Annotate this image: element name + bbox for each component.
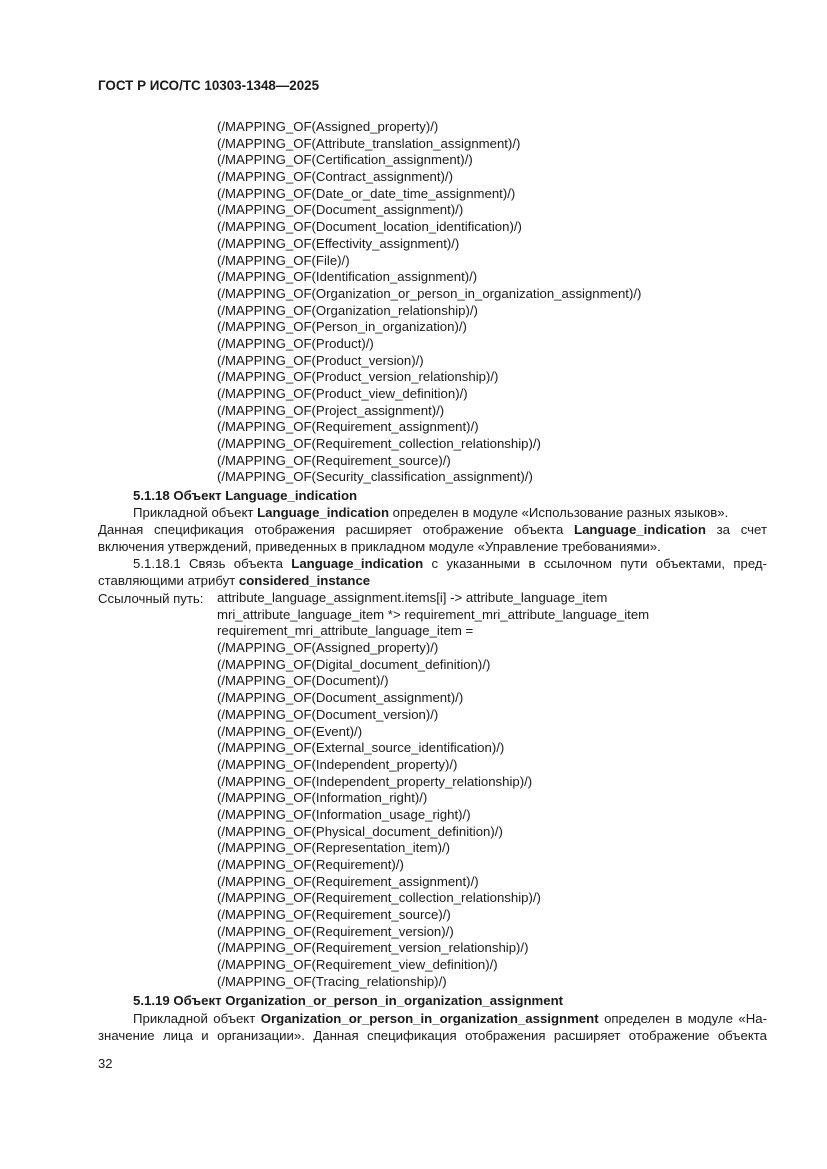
mapping-line: (/MAPPING_OF(Requirement_source)/)	[217, 907, 451, 923]
mapping-line: (/MAPPING_OF(Requirement_assignment)/)	[217, 419, 479, 435]
reference-path-label: Ссылочный путь:	[98, 591, 204, 606]
mapping-line: (/MAPPING_OF(Digital_document_definition)/)	[217, 656, 491, 672]
mapping-line: (/MAPPING_OF(Requirement_view_definition)/)	[217, 957, 498, 973]
mapping-line: (/MAPPING_OF(Date_or_date_time_assignment)/)	[217, 185, 516, 201]
paragraph-line: Данная спецификация отображения расширяет отображение объекта Language_indication за счет	[98, 522, 767, 537]
section-heading: 5.1.18 Объект Language_indication	[133, 488, 358, 503]
mapping-line: requirement_mri_attribute_language_item =	[217, 623, 474, 639]
mapping-line: (/MAPPING_OF(Independent_property)/)	[217, 756, 458, 772]
mapping-line: (/MAPPING_OF(Attribute_translation_assignment)/)	[217, 135, 521, 151]
mapping-line: (/MAPPING_OF(Document_assignment)/)	[217, 690, 464, 706]
mapping-line: (/MAPPING_OF(Requirement_assignment)/)	[217, 873, 479, 889]
mapping-line: (/MAPPING_OF(Representation_item)/)	[217, 840, 451, 856]
mapping-line: (/MAPPING_OF(Requirement_collection_relationship)/)	[217, 436, 541, 452]
page-number: 32	[98, 1056, 113, 1071]
mapping-line: (/MAPPING_OF(Requirement_source)/)	[217, 452, 451, 468]
mapping-list	[217, 119, 641, 486]
mapping-line: (/MAPPING_OF(Contract_assignment)/)	[217, 169, 453, 185]
mapping-line: (/MAPPING_OF(File)/)	[217, 252, 350, 268]
mapping-line: (/MAPPING_OF(Requirement_version)/)	[217, 923, 454, 939]
mapping-line: (/MAPPING_OF(Assigned_property)/)	[217, 119, 439, 134]
paragraph-line: Прикладной объект Language_indication определен в модуле «Использование разных языков».	[133, 505, 729, 520]
mapping-line: (/MAPPING_OF(Document)/)	[217, 673, 389, 689]
mapping-line: (/MAPPING_OF(Information_right)/)	[217, 790, 428, 806]
reference-path	[217, 590, 649, 991]
mapping-line: mri_attribute_language_item *> requirement_mri_attribute_language_item	[217, 606, 650, 622]
mapping-line: (/MAPPING_OF(Organization_relationship)/)	[217, 302, 478, 318]
mapping-line: (/MAPPING_OF(Event)/)	[217, 723, 363, 739]
mapping-line: (/MAPPING_OF(Document_assignment)/)	[217, 202, 464, 218]
document-header: ГОСТ Р ИСО/ТС 10303-1348—2025	[98, 78, 320, 93]
section-heading: 5.1.19 Объект Organization_or_person_in_organization_assignment	[133, 993, 564, 1008]
mapping-line: (/MAPPING_OF(Requirement_collection_relationship)/)	[217, 890, 541, 906]
paragraph-line: значение лица и организации». Данная спецификация отображения расширяет отображение объекта	[98, 1028, 767, 1043]
mapping-line: (/MAPPING_OF(Identification_assignment)/)	[217, 269, 478, 285]
paragraph-line: Прикладной объект Organization_or_person_in_organization_assignment определен в модуле «На-	[133, 1011, 768, 1026]
mapping-line: (/MAPPING_OF(Requirement_version_relationship)/)	[217, 940, 529, 956]
subsection-line: 5.1.18.1 Связь объекта Language_indication с указанными в ссылочном пути объектами, пред-	[133, 556, 767, 571]
mapping-line: (/MAPPING_OF(Certification_assignment)/)	[217, 152, 473, 168]
mapping-line: (/MAPPING_OF(Requirement)/)	[217, 857, 404, 872]
mapping-line: (/MAPPING_OF(Document_location_identification)/)	[217, 219, 522, 235]
subsection-line: ставляющими атрибут considered_instance	[98, 573, 371, 588]
mapping-line: (/MAPPING_OF(Project_assignment)/)	[217, 402, 445, 418]
mapping-line: (/MAPPING_OF(Product)/)	[217, 335, 374, 351]
paragraph-line: включения утверждений, приведенных в прикладном модуле «Управление требованиями».	[98, 539, 661, 554]
mapping-line: (/MAPPING_OF(External_source_identification)/)	[217, 740, 505, 756]
mapping-line: (/MAPPING_OF(Independent_property_relationship)/)	[217, 773, 533, 789]
mapping-line: (/MAPPING_OF(Product_view_definition)/)	[217, 386, 468, 401]
mapping-line: (/MAPPING_OF(Document_version)/)	[217, 706, 439, 722]
mapping-line: (/MAPPING_OF(Organization_or_person_in_organization_assignment)/)	[217, 285, 642, 301]
mapping-line: (/MAPPING_OF(Physical_document_definition)/)	[217, 823, 503, 839]
mapping-line: (/MAPPING_OF(Security_classification_assignment)/)	[217, 469, 533, 485]
mapping-line: (/MAPPING_OF(Product_version)/)	[217, 352, 424, 368]
mapping-line: (/MAPPING_OF(Product_version_relationship)/)	[217, 369, 499, 385]
mapping-line: (/MAPPING_OF(Effectivity_assignment)/)	[217, 235, 460, 251]
mapping-line: (/MAPPING_OF(Assigned_property)/)	[217, 640, 439, 656]
mapping-line: (/MAPPING_OF(Information_usage_right)/)	[217, 806, 471, 822]
mapping-line: (/MAPPING_OF(Tracing_relationship)/)	[217, 973, 447, 989]
mapping-line: attribute_language_assignment.items[i] -> attribute_language_item	[217, 590, 608, 605]
mapping-line: (/MAPPING_OF(Person_in_organization)/)	[217, 319, 467, 335]
